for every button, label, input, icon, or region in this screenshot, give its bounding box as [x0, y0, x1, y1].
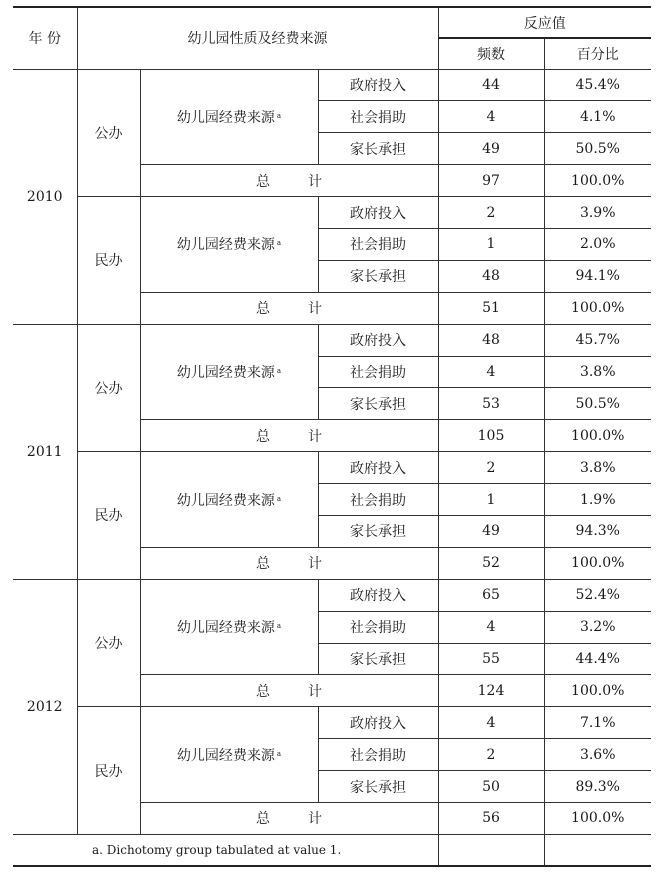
total-label-left: 总 — [256, 683, 270, 700]
percent-cell: 3.6% — [544, 739, 651, 771]
percent-cell: 94.1% — [544, 260, 651, 292]
total-label-cell — [140, 165, 438, 197]
total-percent-cell: 100.0% — [544, 675, 651, 707]
percent-cell: 50.5% — [544, 388, 651, 420]
total-label-right: 计 — [308, 556, 322, 573]
percent-cell: 45.4% — [544, 69, 651, 101]
source-name-cell: 政府投入 — [318, 579, 438, 611]
percent-cell: 1.9% — [544, 484, 651, 516]
frequency-cell: 2 — [438, 452, 544, 484]
frequency-cell: 2 — [438, 739, 544, 771]
school-type-cell: 公办 — [77, 324, 140, 452]
total-percent-cell: 100.0% — [544, 547, 651, 579]
footnote-marker: a — [276, 111, 282, 120]
percent-cell: 44.4% — [544, 643, 651, 675]
footnote-row — [13, 834, 651, 866]
footnote-marker: a — [276, 239, 282, 248]
source-name-cell: 社会捐助 — [318, 228, 438, 260]
total-frequency-cell: 124 — [438, 675, 544, 707]
year-cell: 2012 — [13, 579, 77, 834]
source-group-cell — [140, 69, 318, 165]
frequency-cell: 65 — [438, 579, 544, 611]
total-frequency-cell: 52 — [438, 547, 544, 579]
total-label-left: 总 — [256, 301, 270, 318]
source-name-cell: 家长承担 — [318, 771, 438, 803]
source-group-cell — [140, 579, 318, 675]
source-name-cell: 社会捐助 — [318, 611, 438, 643]
source-name-cell: 家长承担 — [318, 260, 438, 292]
source-name-cell: 家长承担 — [318, 515, 438, 547]
total-frequency-cell: 51 — [438, 292, 544, 324]
frequency-cell: 4 — [438, 611, 544, 643]
source-name-cell: 政府投入 — [318, 197, 438, 229]
total-label-cell — [140, 292, 438, 324]
footnote-marker: a — [276, 366, 282, 375]
total-percent-cell: 100.0% — [544, 292, 651, 324]
frequency-cell: 55 — [438, 643, 544, 675]
response-header: 反应值 — [438, 7, 651, 38]
percent-cell: 50.5% — [544, 133, 651, 165]
year-cell: 2010 — [13, 69, 77, 324]
source-group-label: 幼儿园经费来源 — [176, 364, 275, 381]
school-type-cell: 民办 — [77, 197, 140, 325]
footnote-marker: a — [276, 749, 282, 758]
source-group-label: 幼儿园经费来源 — [176, 109, 275, 126]
table-row — [13, 707, 651, 739]
total-label-left: 总 — [256, 428, 270, 445]
total-label-right: 计 — [308, 811, 322, 828]
source-name-cell: 社会捐助 — [318, 101, 438, 133]
total-label-cell — [140, 675, 438, 707]
frequency-cell: 4 — [438, 707, 544, 739]
nature-header: 幼儿园性质及经费来源 — [77, 7, 438, 69]
total-label-left: 总 — [256, 556, 270, 573]
source-group-label: 幼儿园经费来源 — [176, 747, 275, 764]
total-label-cell — [140, 547, 438, 579]
total-percent-cell: 100.0% — [544, 802, 651, 834]
frequency-cell: 50 — [438, 771, 544, 803]
table-row — [13, 579, 651, 611]
source-name-cell: 政府投入 — [318, 324, 438, 356]
source-group-cell — [140, 707, 318, 803]
total-label-left: 总 — [256, 173, 270, 190]
source-group-label: 幼儿园经费来源 — [176, 620, 275, 637]
source-name-cell: 政府投入 — [318, 707, 438, 739]
frequency-cell: 49 — [438, 515, 544, 547]
footnote-marker: a — [276, 622, 282, 631]
frequency-header: 频数 — [438, 38, 544, 69]
school-type-cell: 公办 — [77, 579, 140, 707]
total-label-right: 计 — [308, 173, 322, 190]
frequency-cell: 48 — [438, 324, 544, 356]
total-label-cell — [140, 420, 438, 452]
frequency-cell: 48 — [438, 260, 544, 292]
source-name-cell: 社会捐助 — [318, 739, 438, 771]
total-frequency-cell: 105 — [438, 420, 544, 452]
table-row — [13, 324, 651, 356]
footnote-marker: a — [276, 494, 282, 503]
percent-cell: 45.7% — [544, 324, 651, 356]
footnote-empty-cell — [438, 834, 544, 866]
source-name-cell: 政府投入 — [318, 452, 438, 484]
frequency-cell: 2 — [438, 197, 544, 229]
frequency-cell: 49 — [438, 133, 544, 165]
frequency-cell: 4 — [438, 356, 544, 388]
source-group-cell — [140, 452, 318, 548]
source-name-cell: 社会捐助 — [318, 356, 438, 388]
frequency-cell: 44 — [438, 69, 544, 101]
total-frequency-cell: 56 — [438, 802, 544, 834]
year-header: 年 份 — [13, 7, 77, 69]
total-label-cell — [140, 802, 438, 834]
school-type-cell: 民办 — [77, 452, 140, 580]
source-group-label: 幼儿园经费来源 — [176, 237, 275, 254]
total-label-right: 计 — [308, 683, 322, 700]
table-row — [13, 197, 651, 229]
source-name-cell: 家长承担 — [318, 133, 438, 165]
percent-cell: 4.1% — [544, 101, 651, 133]
total-frequency-cell: 97 — [438, 165, 544, 197]
frequency-cell: 4 — [438, 101, 544, 133]
table-row — [13, 452, 651, 484]
percent-cell: 3.9% — [544, 197, 651, 229]
total-label-right: 计 — [308, 301, 322, 318]
footnote-text: a. Dichotomy group tabulated at value 1. — [13, 834, 438, 866]
percent-cell: 52.4% — [544, 579, 651, 611]
total-label-left: 总 — [256, 811, 270, 828]
percent-cell: 7.1% — [544, 707, 651, 739]
total-percent-cell: 100.0% — [544, 420, 651, 452]
source-name-cell: 政府投入 — [318, 69, 438, 101]
source-group-label: 幼儿园经费来源 — [176, 492, 275, 509]
percent-cell: 2.0% — [544, 228, 651, 260]
school-type-cell: 民办 — [77, 707, 140, 835]
frequency-cell: 53 — [438, 388, 544, 420]
percent-header: 百分比 — [544, 38, 651, 69]
source-group-cell — [140, 197, 318, 293]
table-row — [13, 69, 651, 101]
frequency-cell: 1 — [438, 228, 544, 260]
percent-cell: 3.8% — [544, 356, 651, 388]
source-name-cell: 家长承担 — [318, 388, 438, 420]
footnote-empty-cell — [544, 834, 651, 866]
source-name-cell: 家长承担 — [318, 643, 438, 675]
percent-cell: 89.3% — [544, 771, 651, 803]
year-cell: 2011 — [13, 324, 77, 579]
statistics-table — [13, 6, 651, 867]
percent-cell: 3.8% — [544, 452, 651, 484]
frequency-cell: 1 — [438, 484, 544, 516]
source-name-cell: 社会捐助 — [318, 484, 438, 516]
total-percent-cell: 100.0% — [544, 165, 651, 197]
total-label-right: 计 — [308, 428, 322, 445]
source-group-cell — [140, 324, 318, 420]
percent-cell: 94.3% — [544, 515, 651, 547]
percent-cell: 3.2% — [544, 611, 651, 643]
school-type-cell: 公办 — [77, 69, 140, 197]
